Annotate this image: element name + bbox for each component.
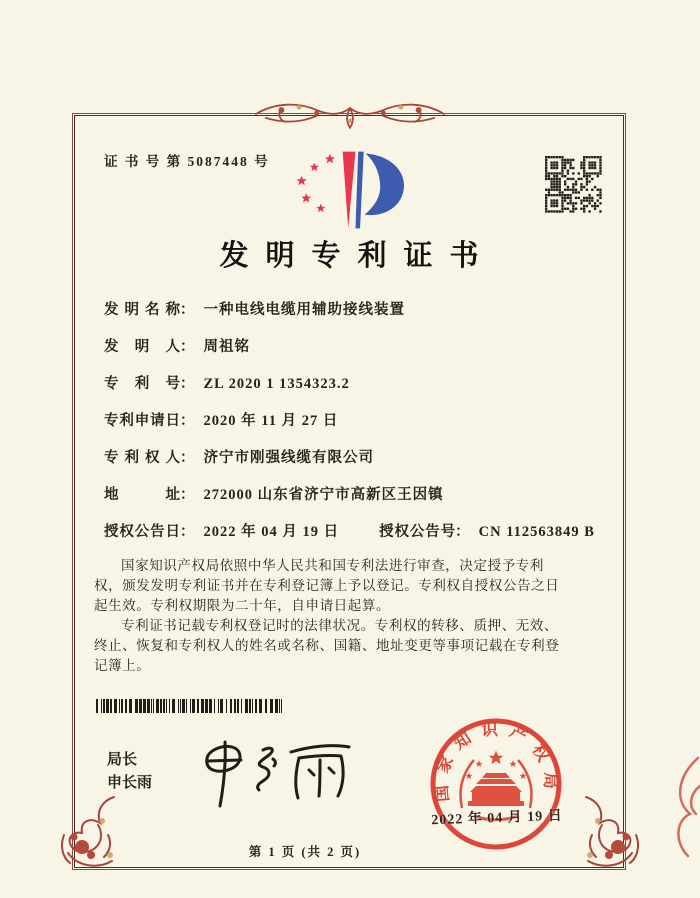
field-value: CN 112563849 B [478,524,595,540]
signer-name: 申长雨 [107,775,153,792]
bottom-left-corner-ornament [58,791,138,873]
signature [193,736,365,818]
certificate-number: 证 书 号 第 5087448 号 [104,154,270,169]
field-colon: ： [180,524,195,540]
seal-org-text: 国家知识产权局 [431,719,561,803]
field-value: 一种电线电缆用辅助接线装置 [203,302,405,318]
field-colon: ： [180,450,195,466]
field-colon: ： [180,302,195,318]
field-label: 发明人 [104,339,180,355]
field-value: 周祖铭 [203,339,250,355]
field-colon: ： [455,524,470,540]
qr-code [545,156,602,213]
field-label: 专利权人 [104,450,180,466]
barcode [96,699,286,713]
legal-text-block [94,556,570,676]
field-value: 2022 年 04 月 19 日 [203,524,340,540]
field-colon: ： [180,376,195,392]
field-colon: ： [180,413,195,429]
field-label: 地址 [104,487,180,503]
official-seal [424,710,569,858]
field-label: 专利号 [104,376,180,392]
legal-paragraph-1: 国家知识产权局依照中华人民共和国专利法进行审查，决定授予专利权，颁发发明专利证书并在专利登记簿上予以登记。专利权自授权公告之日起生效。专利权期限为二十年，自申请日起算。 [94,558,560,613]
field-row-patentee [104,449,574,468]
field-label: 授权公告号 [379,524,456,540]
field-label: 发明名称 [104,302,180,318]
field-value: 济宁市刚强线缆有限公司 [203,450,374,466]
seal-date: 2022 年 04 月 19 日 [431,808,564,829]
field-row-address [104,486,574,505]
page-footer: 第 1 页 (共 2 页) [248,845,362,859]
field-value: 272000 山东省济宁市高新区王因镇 [203,487,444,503]
logo-red-wedge-icon [343,152,356,229]
field-colon: ： [180,487,195,503]
field-value: 2020 年 11 月 27 日 [203,413,339,429]
cnipa-logo [283,148,417,232]
field-list [104,301,595,560]
signer-title: 局长 [107,752,138,768]
legal-paragraph-2: 专利证书记载专利权登记时的法律状况。专利权的转移、质押、无效、终止、恢复和专利权人的姓名或名称、国籍、地址变更等事项记载在专利登记簿上。 [94,618,560,673]
field-row-invention-name [104,301,574,320]
field-label: 专利申请日 [104,413,180,429]
field-value: ZL 2020 1 1354323.2 [203,376,350,392]
page-title: 发明专利证书 [219,240,496,272]
edge-swirl-artifact [672,756,700,868]
signer-block [107,749,152,796]
top-flourish-ornament [252,94,448,134]
logo-stars-icon [296,154,335,212]
logo-blue-bowl-icon [365,153,404,215]
field-colon: ： [180,339,195,355]
field-row-patent-number [104,375,574,394]
field-row-grant-info [104,523,595,542]
logo-blue-stem-icon [355,152,363,229]
field-label: 授权公告日 [104,524,180,540]
field-row-filing-date [104,412,574,431]
bottom-right-corner-ornament [562,791,642,873]
field-row-inventor [104,338,574,357]
